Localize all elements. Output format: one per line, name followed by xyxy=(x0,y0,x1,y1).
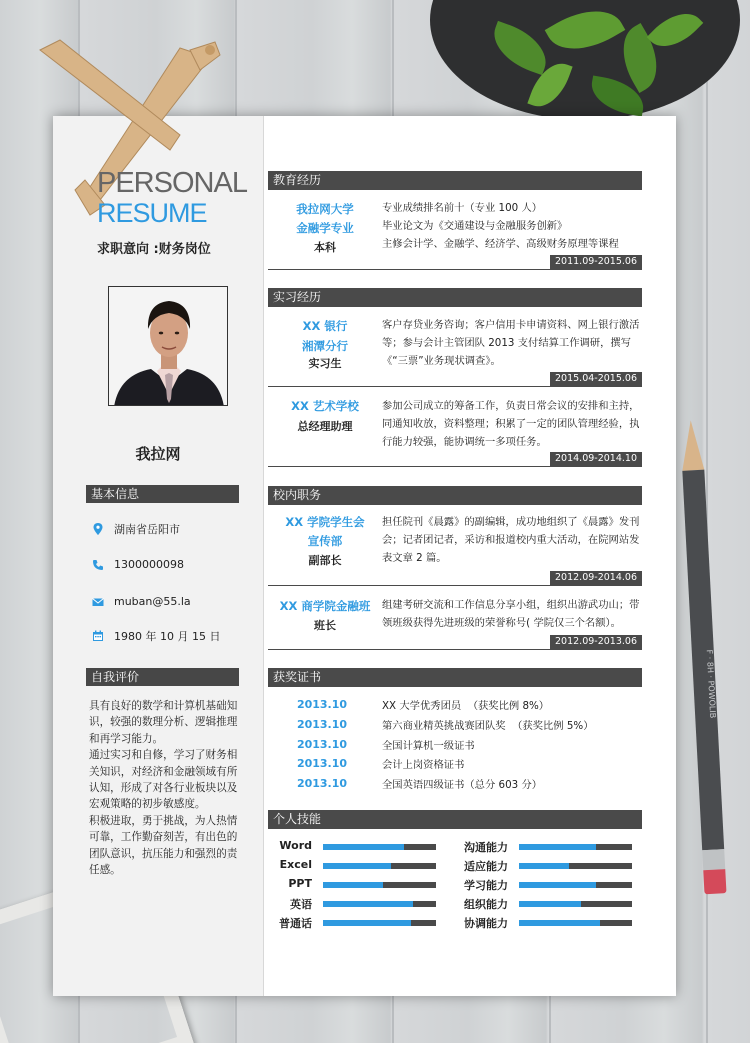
skill-bar xyxy=(519,901,632,907)
skill-label: 普通话 xyxy=(279,917,312,930)
award-year: 2013.10 xyxy=(296,738,348,751)
campus-role: 副部长 xyxy=(308,554,342,567)
contact-location xyxy=(92,521,180,537)
skill-label: 英语 xyxy=(290,898,312,911)
skill-bar-fill xyxy=(323,882,383,888)
award-name: 第六商业精英挑战赛团队奖 （获奖比例 5%） xyxy=(382,720,594,732)
internship-date: 2014.09-2014.10 xyxy=(550,452,642,466)
internship-org: XX 艺术学校 xyxy=(291,399,359,413)
skill-label: 协调能力 xyxy=(464,917,508,930)
location-text: 湖南省岳阳市 xyxy=(114,523,180,536)
internship-desc: 参加公司成立的筹备工作，负责日常会议的安排和主持，同通知收放，资料整理；积累了一定的团队管理经验，执行能力较强，能协调统一多项任务。 xyxy=(382,400,640,448)
skill-bar-fill xyxy=(519,863,569,869)
self-eval-paragraph: 通过实习和自修，学习了财务相关知识，对经济和金融领域有所认知，形成了对各行业板块以及宏观策略的初步敏感度。 xyxy=(89,749,238,811)
award-year: 2013.10 xyxy=(296,757,348,770)
self-eval-paragraph: 积极进取，勇于挑战，为人热情可靠，工作勤奋刻苦，有出色的团队意识，抗压能力和强烈的责任感。 xyxy=(89,814,238,877)
section-rule xyxy=(268,269,642,270)
job-objective: 求职意向 :财务岗位 xyxy=(97,242,211,257)
mail-icon xyxy=(92,596,104,608)
birthday-text: 1980 年 10 月 15 日 xyxy=(114,630,221,643)
internship-desc: 客户存贷业务咨询；客户信用卡申请资料、网上银行激活等；参与会计主管团队 2013 支付结算工作调研，撰写《“三票”业务现状调查》。 xyxy=(382,319,640,367)
internship-role: 总经理助理 xyxy=(297,420,353,433)
internship-org: XX 银行 xyxy=(302,319,348,333)
skill-bar-fill xyxy=(519,882,596,888)
education-major: 金融学专业 xyxy=(296,221,354,235)
award-name: 全国英语四级证书（总分 603 分） xyxy=(382,779,543,791)
skill-bar-fill xyxy=(323,920,411,926)
education-date: 2011.09-2015.06 xyxy=(550,255,642,269)
skill-label: PPT xyxy=(288,877,312,890)
skill-label: 沟通能力 xyxy=(464,841,508,854)
education-line: 主修会计学、金融学、经济学、高级财务原理等课程 xyxy=(382,238,619,250)
education-line: 专业成绩排名前十（专业 100 人） xyxy=(382,202,543,214)
awards-header: 获奖证书 xyxy=(268,668,642,687)
section-rule xyxy=(268,466,642,467)
self-eval-paragraph: 具有良好的数学和计算机基础知识，较强的数理分析、逻辑推理和再学习能力。 xyxy=(89,700,238,745)
campus-desc: 组建考研交流和工作信息分享小组，组织出游武功山；带领班级获得先进班级的荣誉称号( 学院仅三个名额）。 xyxy=(382,599,640,629)
potted-plant-decoration xyxy=(430,0,740,120)
campus-role: 班长 xyxy=(314,619,336,632)
pencil-lettering: F · 8H · POWOLIB xyxy=(704,649,718,719)
award-year: 2013.10 xyxy=(296,698,348,711)
contact-phone xyxy=(92,558,184,571)
personal-title: PERSONAL xyxy=(97,167,247,199)
skill-bar xyxy=(323,901,436,907)
campus-org: XX 学院学生会 xyxy=(285,515,365,529)
skill-bar-fill xyxy=(323,901,413,907)
phone-icon xyxy=(92,559,104,571)
self-eval-header: 自我评价 xyxy=(86,668,239,686)
internship-header: 实习经历 xyxy=(268,288,642,307)
skill-bar xyxy=(323,920,436,926)
education-details xyxy=(382,199,642,253)
skill-bar xyxy=(323,844,436,850)
skill-bar xyxy=(519,863,632,869)
skill-label: Word xyxy=(279,839,312,852)
campus-header: 校内职务 xyxy=(268,486,642,505)
skill-bar-fill xyxy=(519,901,581,907)
campus-date: 2012.09-2013.06 xyxy=(550,635,642,649)
skills-header: 个人技能 xyxy=(268,810,642,829)
phone-link[interactable]: 1300000098 xyxy=(114,558,184,571)
email-link[interactable]: muban@55.la xyxy=(114,595,191,608)
section-rule xyxy=(268,386,642,387)
internship-branch: 湘潭分行 xyxy=(302,339,348,353)
skill-label: Excel xyxy=(279,858,312,871)
skill-bar xyxy=(519,844,632,850)
resume-title: RESUME xyxy=(97,198,207,228)
self-eval-text xyxy=(89,698,247,878)
education-header: 教育经历 xyxy=(268,171,642,190)
campus-date: 2012.09-2014.06 xyxy=(550,571,642,585)
basic-info-header: 基本信息 xyxy=(86,485,239,503)
calendar-icon xyxy=(92,630,104,642)
skill-label: 学习能力 xyxy=(464,879,508,892)
skill-bar xyxy=(323,882,436,888)
skill-bar xyxy=(519,882,632,888)
award-year: 2013.10 xyxy=(296,777,348,790)
skill-bar xyxy=(519,920,632,926)
campus-dept: 宣传部 xyxy=(307,534,343,548)
award-name: XX 大学优秀团员 （获奖比例 8%） xyxy=(382,700,550,712)
contact-email xyxy=(92,595,191,608)
section-rule xyxy=(268,585,642,586)
education-school: 我拉网大学 xyxy=(296,202,354,216)
skill-bar xyxy=(323,863,436,869)
skill-bar-fill xyxy=(519,844,596,850)
campus-org: XX 商学院金融班 xyxy=(279,599,371,613)
skill-bar-fill xyxy=(519,920,600,926)
location-pin-icon xyxy=(92,523,104,535)
pencil-decoration xyxy=(680,420,727,891)
candidate-name: 我拉网 xyxy=(135,445,181,463)
skill-bar-fill xyxy=(323,863,391,869)
education-line: 毕业论文为《交通建设与金融服务创新》 xyxy=(382,220,568,232)
award-name: 会计上岗资格证书 xyxy=(382,759,465,771)
award-name: 全国计算机一级证书 xyxy=(382,740,475,752)
skill-bar-fill xyxy=(323,844,404,850)
skill-label: 组织能力 xyxy=(464,898,508,911)
portrait-icon xyxy=(109,287,228,406)
contact-birthday xyxy=(92,628,220,644)
skill-label: 适应能力 xyxy=(464,860,508,873)
avatar xyxy=(108,286,228,406)
education-degree: 本科 xyxy=(314,241,336,254)
campus-desc: 担任院刊《晨露》的副编辑，成功地组织了《晨露》发刊会；记者团记者，采访和报道校内重大活动，在院网站发表文章 2 篇。 xyxy=(382,516,640,564)
award-year: 2013.10 xyxy=(296,718,348,731)
internship-date: 2015.04-2015.06 xyxy=(550,372,642,386)
internship-role: 实习生 xyxy=(308,357,342,370)
section-rule xyxy=(268,649,642,650)
